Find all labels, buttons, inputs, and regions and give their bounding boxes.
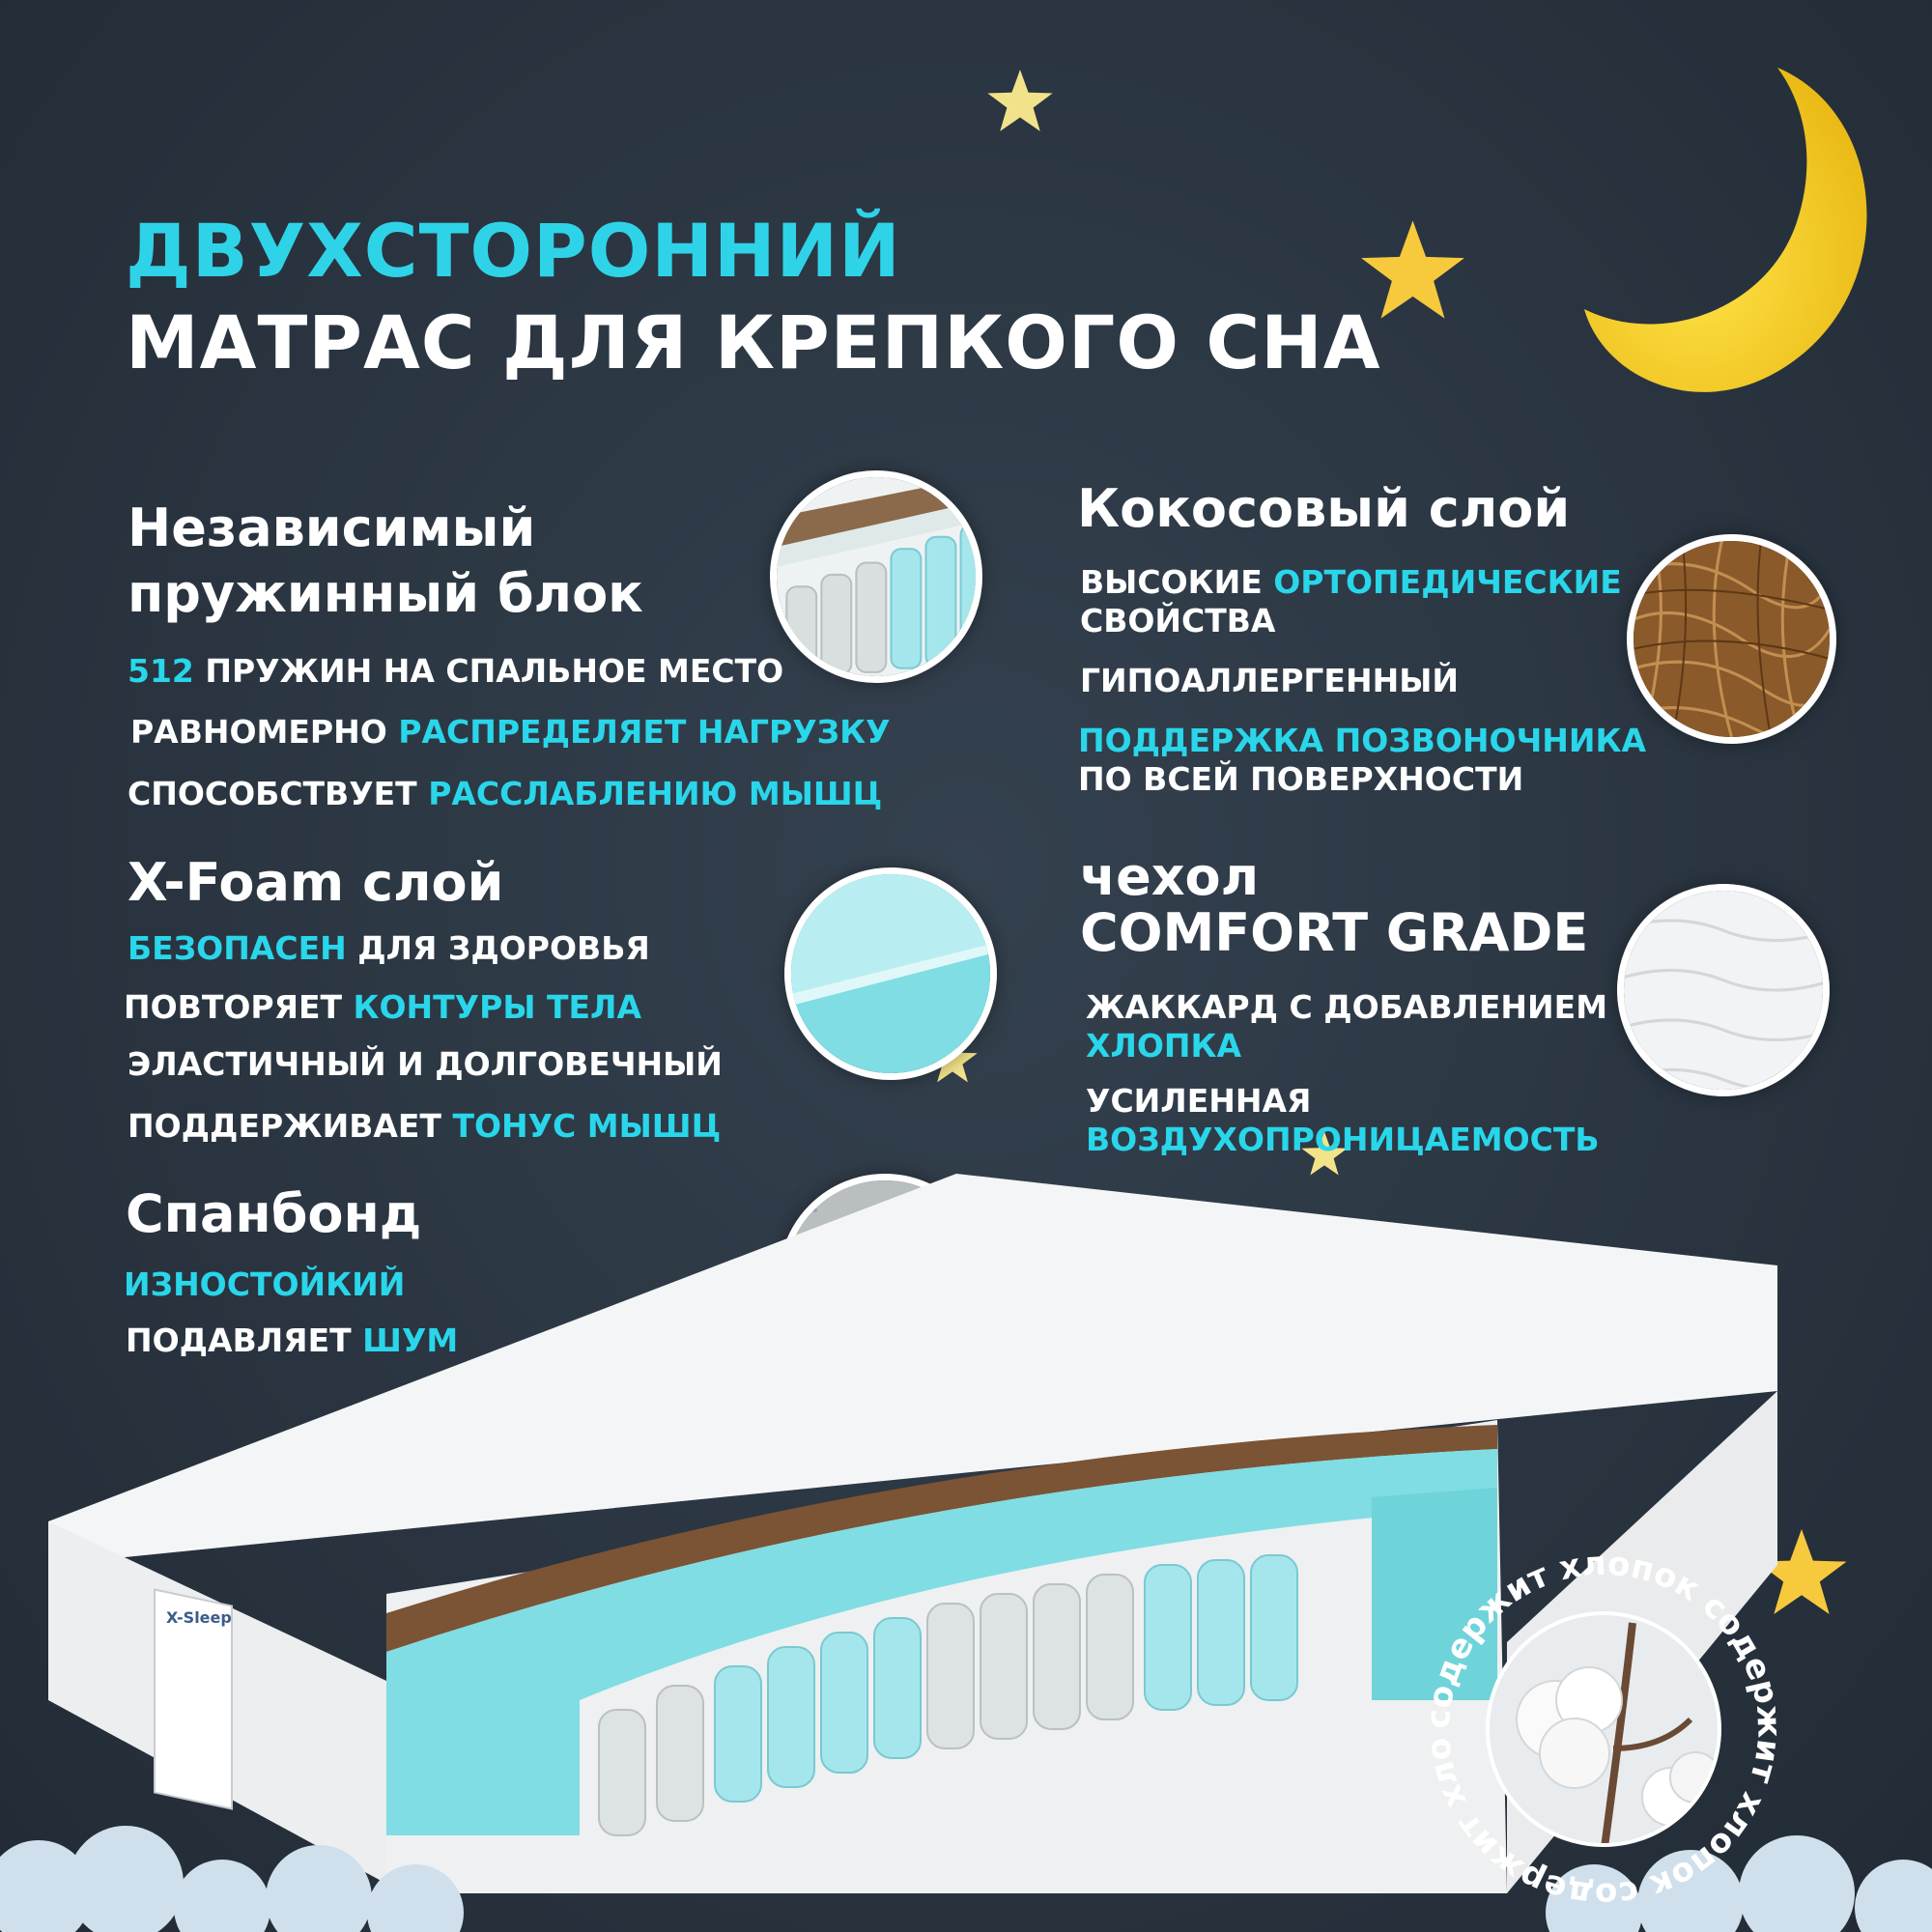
springs-bullet-3: СПОСОБСТВУЕТ РАССЛАБЛЕНИЮ МЫШЦ — [128, 775, 883, 812]
xfoam-bullet-4: ПОДДЕРЖИВАЕТ ТОНУС МЫШЦ — [128, 1107, 722, 1145]
star-icon — [985, 68, 1055, 133]
xfoam-heading: X-Foam слой — [128, 852, 504, 913]
spring-block-image — [770, 470, 982, 683]
spunbond-heading: Спанбонд — [126, 1183, 422, 1244]
cover-fabric-image — [1617, 884, 1830, 1096]
coconut-bullet-1-line2: СВОЙСТВА — [1080, 602, 1276, 639]
spunbond-bullet-1: ИЗНОСТОЙКИЙ — [124, 1265, 406, 1303]
coconut-bullet-2: ГИПОАЛЛЕРГЕННЫЙ — [1080, 662, 1460, 699]
spunbond-bullet-2: ПОДАВЛЯЕТ ШУМ — [126, 1321, 459, 1359]
coconut-fiber-image — [1627, 534, 1836, 744]
xfoam-image — [784, 867, 997, 1080]
cover-bullet-1: ЖАККАРД С ДОБАВЛЕНИЕМ — [1086, 988, 1608, 1026]
coconut-heading: Кокосовый слой — [1077, 478, 1571, 539]
cotton-icon — [1478, 1604, 1729, 1855]
coconut-bullet-1: ВЫСОКИЕ ОРТОПЕДИЧЕСКИЕ — [1080, 563, 1622, 601]
cover-bullet-2: УСИЛЕННАЯ — [1086, 1082, 1312, 1120]
coconut-bullet-3-line2: ПО ВСЕЙ ПОВЕРХНОСТИ — [1078, 760, 1524, 798]
springs-bullet-1: 512 ПРУЖИН НА СПАЛЬНОЕ МЕСТО — [128, 652, 784, 690]
mattress-brand-label: X-Sleep — [166, 1608, 232, 1627]
cover-bullet-2-line2: ВОЗДУХОПРОНИЦАЕМОСТЬ — [1086, 1121, 1600, 1158]
page-title-line2: МАТРАС ДЛЯ КРЕПКОГО СНА — [126, 299, 1381, 385]
cotton-badge-text: содержит хлопок содержит хлопок содержит хло — [1418, 1544, 1789, 1915]
springs-heading-line2: пружинный блок — [128, 563, 643, 624]
cover-heading-line2: COMFORT GRADE — [1080, 902, 1589, 963]
coconut-bullet-3: ПОДДЕРЖКА ПОЗВОНОЧНИКА — [1078, 722, 1646, 759]
xfoam-bullet-2: ПОВТОРЯЕТ КОНТУРЫ ТЕЛА — [124, 988, 641, 1026]
xfoam-bullet-3: ЭЛАСТИЧНЫЙ И ДОЛГОВЕЧНЫЙ — [128, 1045, 723, 1083]
springs-heading-line1: Независимый — [128, 497, 536, 558]
xfoam-bullet-1: БЕЗОПАСЕН ДЛЯ ЗДОРОВЬЯ — [128, 929, 650, 967]
page-title-line1: ДВУХСТОРОННИЙ — [126, 208, 901, 294]
cover-bullet-1-line2: ХЛОПКА — [1086, 1027, 1242, 1065]
springs-bullet-2: РАВНОМЕРНО РАСПРЕДЕЛЯЕТ НАГРУЗКУ — [130, 713, 891, 751]
cotton-badge — [1410, 1536, 1797, 1922]
moon-icon — [1575, 58, 1903, 406]
cover-heading-line1: чехол — [1080, 846, 1260, 907]
star-icon — [1357, 217, 1468, 322]
